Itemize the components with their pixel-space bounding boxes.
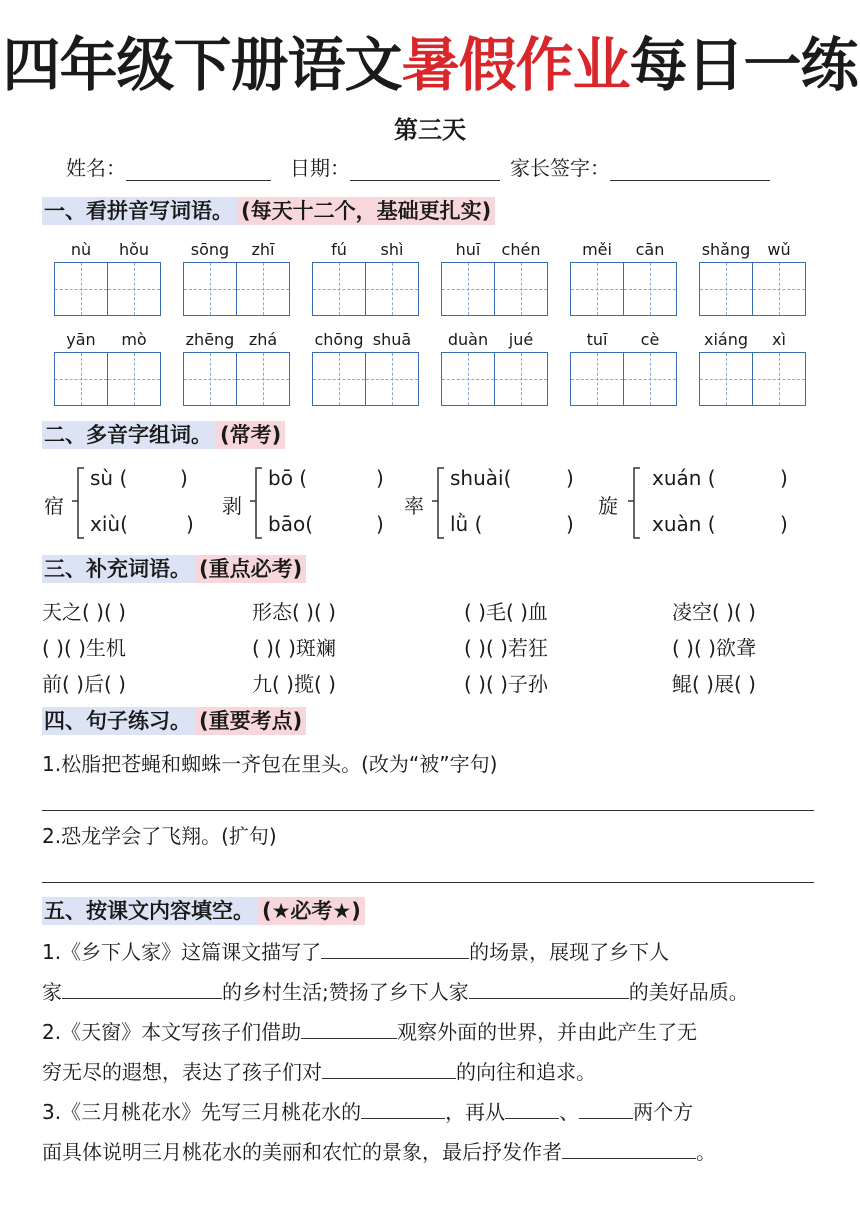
writing-box[interactable] [494, 262, 548, 316]
brace-icon [626, 466, 642, 540]
pinyin-label: xì [772, 330, 786, 349]
fill-line-2: 家 的乡村生活;赞扬了乡下人家 的美好品质。 [42, 980, 749, 1004]
close-paren: ) [376, 512, 384, 536]
pinyin-label: hǒu [118, 240, 150, 259]
reading-2: lǜ ( [450, 512, 483, 536]
blank[interactable] [505, 1098, 559, 1119]
sentence-question-1: 1.松脂把苍蝇和蜘蛛一齐包在里头。(改为“被”字句) [42, 752, 498, 776]
blank[interactable] [322, 1058, 456, 1079]
name-field[interactable] [66, 152, 271, 181]
writing-box[interactable] [699, 262, 753, 316]
pinyin-label: shuā [372, 330, 412, 349]
reading-1: xuán ( [652, 466, 716, 490]
blank[interactable] [62, 978, 222, 999]
close-paren: ) [376, 466, 384, 490]
writing-box[interactable] [494, 352, 548, 406]
idiom-item[interactable]: ( )毛( )血 [464, 600, 548, 624]
pinyin-label: yān [66, 330, 96, 349]
answer-line-2[interactable] [42, 882, 814, 883]
writing-box[interactable] [107, 262, 161, 316]
pinyin-label: chōng [314, 330, 364, 349]
pinyin-label: jué [508, 330, 534, 349]
section-2-header: 二、多音字组词。 (常考) [42, 418, 285, 452]
pinyin-label: fú [331, 240, 347, 259]
writing-box[interactable] [183, 352, 237, 406]
pinyin-label: wǔ [767, 240, 791, 259]
close-paren: ) [780, 466, 788, 490]
polyphone-char: 剥 [222, 494, 242, 518]
pinyin-label: sōng [190, 240, 230, 259]
idiom-item[interactable]: ( )( )斑斓 [252, 636, 336, 660]
date-label: 日期： [290, 156, 350, 180]
blank[interactable] [469, 978, 629, 999]
parent-label: 家长签字： [510, 156, 610, 180]
fill-line-4: 穷无尽的遐想，表达了孩子们对 的向往和追求。 [42, 1060, 596, 1084]
sentence-question-2: 2.恐龙学会了飞翔。(扩句) [42, 824, 277, 848]
writing-box[interactable] [54, 262, 108, 316]
brace-icon [430, 466, 446, 540]
section-5-header: 五、按课文内容填空。 (★必考★) [42, 894, 365, 928]
pinyin-label: mò [121, 330, 147, 349]
close-paren: ) [180, 466, 188, 490]
blank[interactable] [361, 1098, 445, 1119]
reading-1: bō ( [268, 466, 308, 490]
idiom-item[interactable]: 前( )后( ) [42, 672, 126, 696]
fill-line-5: 3.《三月桃花水》先写三月桃花水的 ，再从 、 两个方 [42, 1100, 694, 1124]
pinyin-label: duàn [447, 330, 489, 349]
reading-2: xiù( [90, 512, 128, 536]
writing-box[interactable] [365, 352, 419, 406]
day-subtitle: 第三天 [394, 116, 466, 144]
idiom-item[interactable]: 形态( )( ) [252, 600, 336, 624]
close-paren: ) [566, 466, 574, 490]
idiom-item[interactable]: ( )( )若狂 [464, 636, 548, 660]
writing-box[interactable] [312, 262, 366, 316]
close-paren: ) [186, 512, 194, 536]
close-paren: ) [780, 512, 788, 536]
reading-2: xuàn ( [652, 512, 716, 536]
writing-box[interactable] [312, 352, 366, 406]
writing-box[interactable] [752, 262, 806, 316]
pinyin-label: tuī [586, 330, 608, 349]
section-4-header: 四、句子练习。 (重要考点) [42, 704, 306, 738]
writing-box[interactable] [570, 352, 624, 406]
section-1-header: 一、看拼音写词语。 (每天十二个，基础更扎实) [42, 194, 495, 228]
idiom-item[interactable]: 凌空( )( ) [672, 600, 756, 624]
reading-2: bāo( [268, 512, 313, 536]
idiom-item[interactable]: 鲲( )展( ) [672, 672, 756, 696]
idiom-item[interactable]: 九( )揽( ) [252, 672, 336, 696]
fill-line-3: 2.《天窗》本文写孩子们借助 观察外面的世界，并由此产生了无 [42, 1020, 698, 1044]
polyphone-char: 旋 [598, 494, 618, 518]
reading-1: shuài( [450, 466, 512, 490]
idiom-item[interactable]: ( )( )子孙 [464, 672, 548, 696]
polyphone-char: 宿 [44, 494, 64, 518]
writing-box[interactable] [623, 352, 677, 406]
name-label: 姓名： [66, 156, 126, 180]
parent-signature-field[interactable] [510, 152, 770, 181]
writing-box[interactable] [107, 352, 161, 406]
pinyin-label: chén [501, 240, 541, 259]
pinyin-label: měi [582, 240, 612, 259]
date-field[interactable] [290, 152, 500, 181]
pinyin-label: cān [635, 240, 665, 259]
pinyin-label: shǎng [701, 240, 751, 259]
writing-box[interactable] [183, 262, 237, 316]
section-3-header: 三、补充词语。 (重点必考) [42, 552, 306, 586]
writing-box[interactable] [699, 352, 753, 406]
answer-line-1[interactable] [42, 810, 814, 811]
fill-line-6: 面具体说明三月桃花水的美丽和农忙的景象，最后抒发作者 。 [42, 1140, 716, 1164]
writing-box[interactable] [441, 262, 495, 316]
pinyin-label: shì [380, 240, 404, 259]
writing-box[interactable] [236, 352, 290, 406]
blank[interactable] [562, 1138, 696, 1159]
pinyin-label: huī [455, 240, 481, 259]
page-title: 四年级下册语文暑假作业每日一练 [2, 31, 858, 99]
pinyin-label: cè [640, 330, 660, 349]
reading-1: sù ( [90, 466, 128, 490]
idiom-item[interactable]: 天之( )( ) [42, 600, 126, 624]
pinyin-label: zhá [248, 330, 278, 349]
writing-box[interactable] [54, 352, 108, 406]
writing-box[interactable] [365, 262, 419, 316]
blank[interactable] [321, 938, 469, 959]
writing-box[interactable] [752, 352, 806, 406]
idiom-item[interactable]: ( )( )欲聋 [672, 636, 756, 660]
pinyin-label: xiáng [703, 330, 748, 349]
close-paren: ) [566, 512, 574, 536]
brace-icon [70, 466, 86, 540]
pinyin-label: nù [70, 240, 92, 259]
pinyin-label: zhēng [185, 330, 235, 349]
brace-icon [248, 466, 264, 540]
writing-box[interactable] [441, 352, 495, 406]
fill-line-1: 1.《乡下人家》这篇课文描写了 的场景，展现了乡下人 [42, 940, 670, 964]
pinyin-label: zhī [251, 240, 275, 259]
blank[interactable] [301, 1018, 397, 1039]
writing-box[interactable] [570, 262, 624, 316]
blank[interactable] [579, 1098, 633, 1119]
idiom-item[interactable]: ( )( )生机 [42, 636, 126, 660]
writing-box[interactable] [623, 262, 677, 316]
writing-box[interactable] [236, 262, 290, 316]
polyphone-char: 率 [404, 494, 424, 518]
